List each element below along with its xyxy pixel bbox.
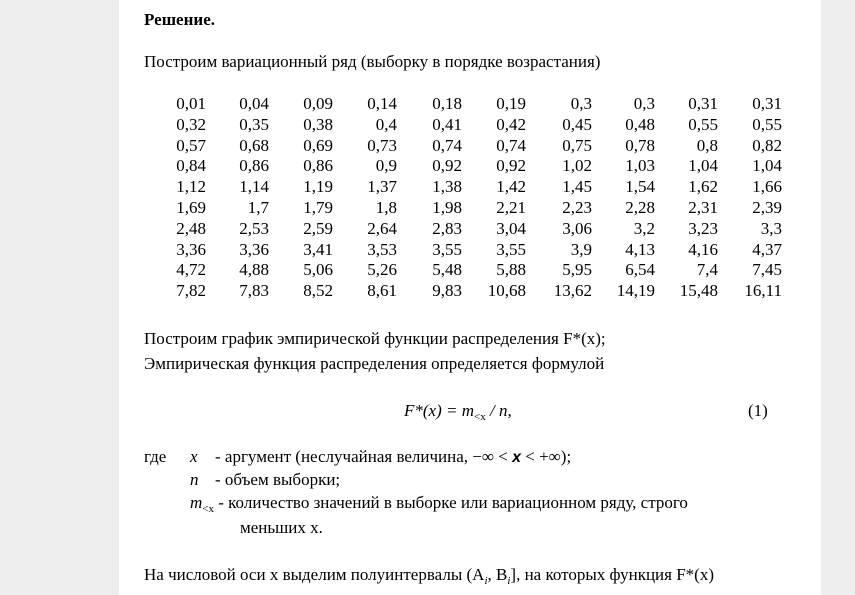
series-cell: 2,31	[688, 197, 718, 217]
where-m-line	[190, 493, 688, 513]
series-row	[162, 94, 782, 115]
series-cell: 0,09	[303, 94, 333, 113]
series-cell: 3,3	[760, 218, 782, 238]
series-cell: 3,04	[496, 218, 526, 238]
where-m-desc-2: меньших x.	[240, 518, 323, 537]
series-cell: 0,31	[752, 94, 782, 113]
series-cell: 3,36	[176, 239, 206, 259]
series-row	[162, 177, 782, 198]
series-cell: 1,02	[562, 156, 592, 176]
series-cell: 0,55	[688, 114, 718, 134]
series-cell: 3,9	[570, 239, 592, 259]
series-cell: 0,55	[752, 114, 782, 134]
series-cell: 1,12	[176, 177, 206, 197]
series-cell: 0,45	[562, 114, 592, 134]
series-row	[162, 136, 782, 157]
series-cell: 2,64	[367, 218, 397, 238]
intro-text: Построим вариационный ряд (выборку в порядке возрастания)	[144, 52, 601, 71]
series-cell: 4,37	[752, 239, 782, 259]
series-row	[162, 240, 782, 261]
series-cell: 0,68	[239, 135, 269, 155]
series-cell: 0,74	[496, 135, 526, 155]
series-cell: 5,06	[303, 260, 333, 280]
series-cell: 5,95	[562, 260, 592, 280]
series-cell: 9,83	[432, 281, 462, 301]
series-cell: 1,14	[239, 177, 269, 197]
series-cell: 3,23	[688, 218, 718, 238]
series-cell: 7,4	[696, 260, 718, 280]
series-cell: 3,06	[562, 218, 592, 238]
series-cell: 0,73	[367, 135, 397, 155]
heading: Решение.	[144, 10, 215, 29]
formula-lhs: F*(x) = m	[404, 401, 475, 420]
last-line-i2: i	[507, 575, 511, 587]
where-x-symbol: x	[190, 447, 198, 466]
series-cell: 0,48	[625, 114, 655, 134]
series-cell: 2,59	[303, 218, 333, 238]
para-build-graph: Построим график эмпирической функции распределения F*(x);	[144, 329, 606, 348]
series-cell: 0,8	[696, 135, 718, 155]
series-cell: 2,23	[562, 197, 592, 217]
where-m-desc: - количество значений в выборке или вариационном ряду, строго	[214, 493, 688, 512]
series-cell: 0,92	[432, 156, 462, 176]
where-m-sub: <x	[202, 503, 214, 515]
series-cell: 7,83	[239, 281, 269, 301]
para-definition: Эмпирическая функция распределения определяется формулой	[144, 354, 605, 373]
series-cell: 1,69	[176, 197, 206, 217]
series-cell: 1,8	[375, 197, 397, 217]
series-cell: 4,16	[688, 239, 718, 259]
series-cell: 2,48	[176, 218, 206, 238]
series-cell: 3,53	[367, 239, 397, 259]
series-cell: 5,48	[432, 260, 462, 280]
series-cell: 0,92	[496, 156, 526, 176]
series-cell: 0,57	[176, 135, 206, 155]
series-cell: 4,13	[625, 239, 655, 259]
series-cell: 0,9	[375, 156, 397, 176]
series-cell: 7,82	[176, 281, 206, 301]
series-row	[162, 219, 782, 240]
series-cell: 0,41	[432, 114, 462, 134]
series-cell: 0,35	[239, 114, 269, 134]
series-cell: 2,21	[496, 197, 526, 217]
series-cell: 3,36	[239, 239, 269, 259]
series-cell: 7,45	[752, 260, 782, 280]
last-line	[144, 565, 714, 585]
series-cell: 2,28	[625, 197, 655, 217]
series-cell: 2,53	[239, 218, 269, 238]
series-cell: 0,19	[496, 94, 526, 113]
formula-number: (1)	[748, 401, 768, 420]
series-cell: 1,42	[496, 177, 526, 197]
series-cell: 15,48	[679, 281, 718, 301]
series-cell: 0,14	[367, 94, 397, 113]
series-row	[162, 156, 782, 177]
series-cell: 0,86	[303, 156, 333, 176]
series-cell: 1,03	[625, 156, 655, 176]
series-cell: 0,78	[625, 135, 655, 155]
where-x-desc	[215, 447, 571, 468]
series-cell: 3,55	[496, 239, 526, 259]
series-cell: 0,86	[239, 156, 269, 176]
series-cell: 1,7	[247, 197, 269, 217]
series-cell: 1,04	[752, 156, 782, 176]
series-cell: 1,66	[752, 177, 782, 197]
series-cell: 0,3	[633, 94, 655, 113]
where-n-desc: - объем выборки;	[215, 470, 341, 489]
where-word: где	[144, 447, 167, 466]
series-cell: 13,62	[553, 281, 592, 301]
series-cell: 1,98	[432, 197, 462, 217]
series-cell: 5,88	[496, 260, 526, 280]
series-cell: 1,19	[303, 177, 333, 197]
formula-rhs: / n,	[485, 401, 512, 420]
series-cell: 8,52	[303, 281, 333, 301]
variation-series-table	[162, 94, 782, 302]
series-cell: 0,84	[176, 156, 206, 176]
series-cell: 1,79	[303, 197, 333, 217]
where-x-desc-x: x	[512, 449, 521, 466]
series-cell: 1,62	[688, 177, 718, 197]
series-cell: 3,41	[303, 239, 333, 259]
where-x-desc-2: < +∞);	[521, 447, 572, 466]
series-cell: 0,82	[752, 135, 782, 155]
series-cell: 0,04	[239, 94, 269, 113]
series-cell: 0,75	[562, 135, 592, 155]
series-cell: 4,88	[239, 260, 269, 280]
series-cell: 2,83	[432, 218, 462, 238]
series-row	[162, 260, 782, 281]
series-cell: 0,74	[432, 135, 462, 155]
series-cell: 1,04	[688, 156, 718, 176]
series-cell: 14,19	[616, 281, 655, 301]
series-cell: 0,01	[176, 94, 206, 113]
formula-main	[404, 401, 512, 421]
series-cell: 3,55	[432, 239, 462, 259]
last-line-mid: , B	[487, 565, 508, 584]
series-cell: 1,54	[625, 177, 655, 197]
series-cell: 0,31	[688, 94, 718, 113]
series-cell: 2,39	[752, 197, 782, 217]
series-cell: 5,26	[367, 260, 397, 280]
series-cell: 0,18	[432, 94, 462, 113]
where-m-symbol: m	[190, 493, 203, 512]
series-cell: 1,37	[367, 177, 397, 197]
series-cell: 8,61	[367, 281, 397, 301]
series-cell: 0,32	[176, 114, 206, 134]
series-cell: 6,54	[625, 260, 655, 280]
series-cell: 1,38	[432, 177, 462, 197]
where-n-symbol: n	[190, 470, 199, 489]
series-cell: 1,45	[562, 177, 592, 197]
series-cell: 4,72	[176, 260, 206, 280]
formula-sub: <x	[474, 411, 486, 423]
series-row	[162, 115, 782, 136]
series-cell: 10,68	[487, 281, 526, 301]
last-line-end: ], на которых функция F*(x)	[510, 565, 714, 584]
last-line-i1: i	[484, 575, 488, 587]
where-x-desc-1: - аргумент (неслучайная величина, −∞ <	[215, 447, 513, 466]
series-cell: 3,2	[633, 218, 655, 238]
series-cell: 0,69	[303, 135, 333, 155]
last-line-start: На числовой оси x выделим полуинтервалы (A	[144, 565, 485, 584]
series-row	[162, 281, 782, 302]
series-cell: 0,3	[570, 94, 592, 113]
series-cell: 0,4	[375, 114, 397, 134]
series-row	[162, 198, 782, 219]
series-cell: 0,42	[496, 114, 526, 134]
series-cell: 0,38	[303, 114, 333, 134]
series-cell: 16,11	[744, 281, 782, 301]
